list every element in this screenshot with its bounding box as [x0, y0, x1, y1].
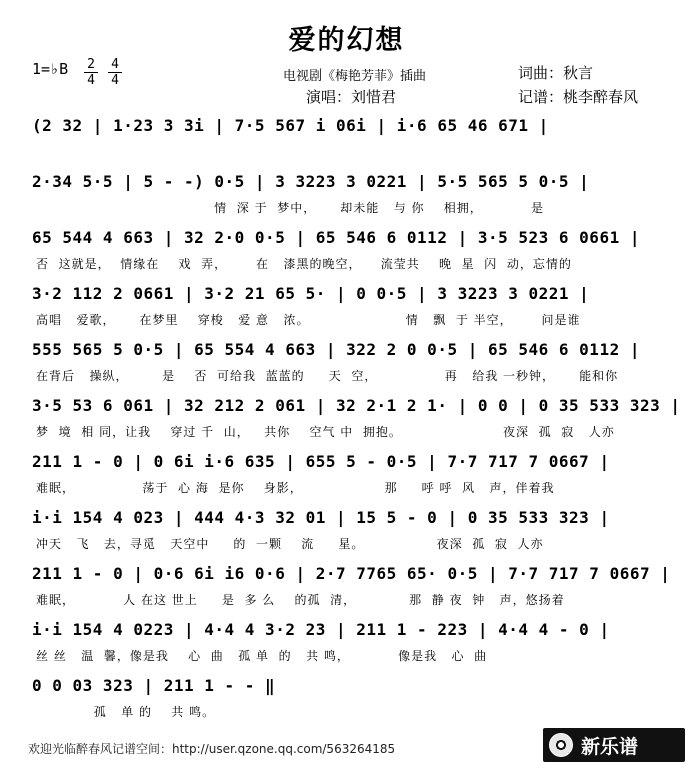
time-signature-1-top: 2	[87, 57, 95, 72]
lyrics-row: 孤 单 的 共 鸣。	[36, 705, 216, 719]
notation-row: 2·34 5·5 | 5 - -) 0·5 | 3 3223 3 0221 | 5·5 565 5 0·5 |	[32, 172, 590, 191]
time-signature-2-top: 4	[111, 57, 119, 72]
time-signature-1	[84, 58, 98, 87]
logo-text: 新乐谱	[581, 735, 639, 758]
lyrics-row: 难眠， 荡于 心 海 是你 身影， 那 呼 呼 风 声，伴着我	[36, 481, 555, 495]
lyrics-row: 否 这就是， 情缘在 戏 弄， 在 漆黑的晚空， 流莹共 晚 星 闪 动，忘情的	[36, 257, 572, 271]
time-signature-2-bottom: 4	[111, 73, 119, 88]
song-title: 爱的幻想	[288, 25, 405, 56]
time-signature-2	[108, 58, 122, 87]
lyrics-row: 难眠， 人 在这 世上 是 多 么 的孤 清， 那 静 夜 钟 声，悠扬着	[36, 593, 565, 607]
notation-row: (2 32 | 1·23 3 3i | 7·5 567 i 06i | i·6 65 46 671 |	[32, 116, 549, 135]
key-signature: 1=♭B	[32, 60, 69, 78]
site-logo[interactable]	[543, 728, 685, 762]
notation-row: 555 565 5 0·5 | 65 554 4 663 | 322 2 0 0·5 | 65 546 6 0112 |	[32, 340, 640, 359]
lyrics-row: 梦 境 相 同，让我 穿过 千 山， 共你 空气 中 拥抱。 夜深 孤 寂 人亦	[36, 425, 615, 439]
time-signature-1-bottom: 4	[87, 73, 95, 88]
notation-row: 211 1 - 0 | 0 6i i·6 635 | 655 5 - 0·5 | 7·7 717 7 0667 |	[32, 452, 610, 471]
notation-row: 3·5 53 6 061 | 32 212 2 061 | 32 2·1 2 1· | 0 0 | 0 35 533 323 |	[32, 396, 681, 415]
lyrics-row: 在背后 操纵， 是 否 可给我 蓝蓝的 天 空， 再 给我 一秒钟， 能和你	[36, 369, 619, 383]
notation-row: 3·2 112 2 0661 | 3·2 21 65 5· | 0 0·5 | 3 3223 3 0221 |	[32, 284, 590, 303]
notation-row: 65 544 4 663 | 32 2·0 0·5 | 65 546 6 0112 | 3·5 523 6 0661 |	[32, 228, 640, 247]
lyrics-row: 丝 丝 温 馨，像是我 心 曲 孤 单 的 共 鸣， 像是我 心 曲	[36, 649, 488, 663]
transcriber: 记谱：桃李醉春风	[518, 88, 639, 106]
notation-row: i·i 154 4 0223 | 4·4 4 3·2 23 | 211 1 - 223 | 4·4 4 - 0 |	[32, 620, 610, 639]
record-disc-icon	[549, 733, 573, 757]
notation-row: i·i 154 4 023 | 444 4·3 32 01 | 15 5 - 0 | 0 35 533 323 |	[32, 508, 610, 527]
lyrics-row: 情 深 于 梦中， 却未能 与 你 相拥， 是	[36, 201, 544, 215]
notation-row: 0 0 03 323 | 211 1 - - ‖	[32, 676, 276, 695]
footer-credit: 欢迎光临醉春风记谱空间：http://user.qzone.qq.com/563264185	[28, 742, 396, 756]
notation-row: 211 1 - 0 | 0·6 6i i6 0·6 | 2·7 7765 65· 0·5 | 7·7 717 7 0667 |	[32, 564, 671, 583]
singer: 演唱：刘惜君	[306, 88, 397, 106]
lyrics-row: 冲天 飞 去，寻觅 天空中 的 一颗 流 星。 夜深 孤 寂 人亦	[36, 537, 544, 551]
lyrics-row: 高唱 爱歌， 在梦里 穿梭 爱 意 浓。 情 飘 于 半空， 问是谁	[36, 313, 581, 327]
lyricist: 词曲：秋言	[518, 64, 594, 82]
song-source: 电视剧《梅艳芳菲》插曲	[283, 69, 427, 84]
